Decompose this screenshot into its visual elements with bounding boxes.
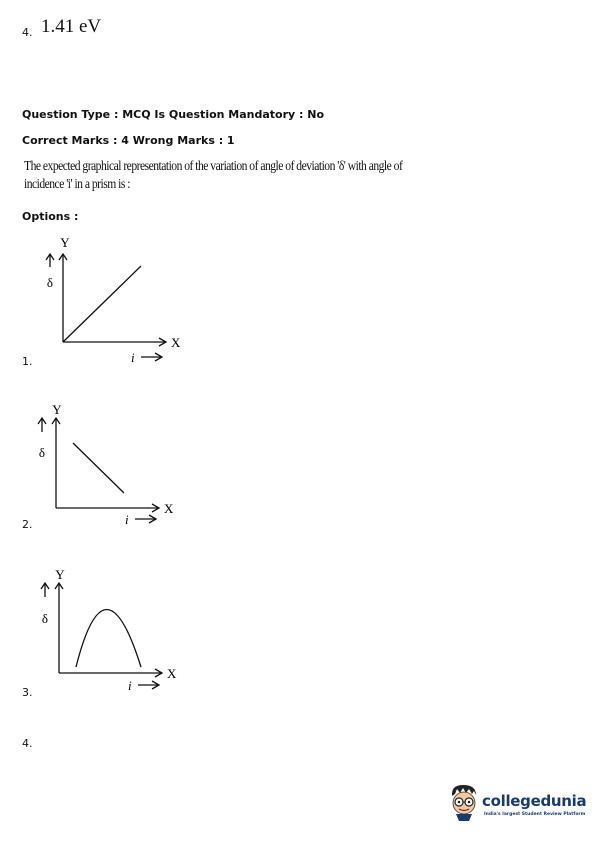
graph3-curve xyxy=(76,610,141,668)
mascot-icon xyxy=(447,782,481,822)
option-1-graph xyxy=(35,235,195,370)
prev-option-number: 4. xyxy=(22,26,33,39)
graph2-y-axis-label: Y xyxy=(52,402,62,417)
option-4-number[interactable]: 4. xyxy=(22,737,33,750)
graph1-y-axis-label: Y xyxy=(60,235,70,250)
graph2-x-axis-label: X xyxy=(164,501,174,516)
graph1-y-var: δ xyxy=(46,275,54,290)
graph3-x-var: i xyxy=(128,678,132,693)
option-2-number[interactable]: 2. xyxy=(22,518,33,531)
graph2-x-var: i xyxy=(125,512,129,527)
options-label: Options : xyxy=(22,210,79,223)
graph1-curve xyxy=(63,266,141,342)
graph3-x-axis-label: X xyxy=(167,666,177,681)
option-1-number[interactable]: 1. xyxy=(22,355,33,368)
prev-option-value: 1.41 eV xyxy=(41,16,102,37)
collegedunia-logo xyxy=(447,782,587,828)
option-3-number[interactable]: 3. xyxy=(22,686,33,699)
marks-line: Correct Marks : 4 Wrong Marks : 1 xyxy=(22,134,235,147)
question-text xyxy=(24,157,471,193)
logo-tagline: India's largest Student Review Platform xyxy=(484,812,586,817)
question-line-1: The expected graphical representation of the variation of angle of deviation 'δ' with angle of xyxy=(24,158,403,173)
graph3-y-var: δ xyxy=(41,611,49,626)
question-line-2: incidence 'i' in a prism is : xyxy=(24,176,130,191)
graph2-curve xyxy=(73,443,124,493)
logo-name: collegedunia xyxy=(482,792,587,810)
graph3-y-axis-label: Y xyxy=(55,567,65,582)
graph1-x-axis-label: X xyxy=(171,335,181,350)
question-type-line: Question Type : MCQ Is Question Mandatory : No xyxy=(22,108,325,121)
graph2-y-var: δ xyxy=(38,445,46,460)
graph1-x-var: i xyxy=(131,350,135,365)
option-2-graph xyxy=(30,402,190,537)
option-3-graph xyxy=(33,567,193,702)
